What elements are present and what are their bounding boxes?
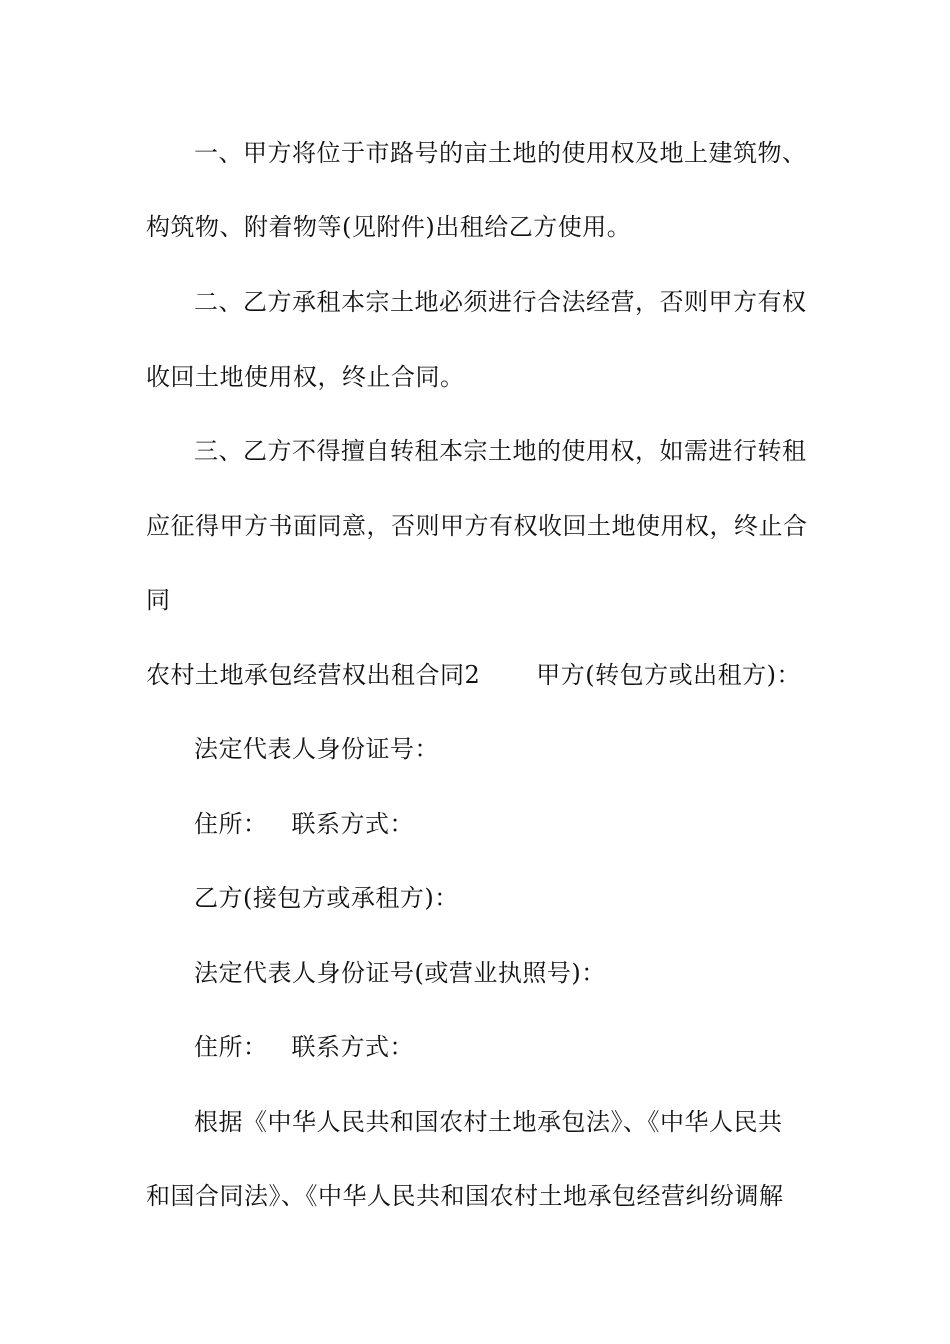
party-a-contact: 联系方式： <box>291 810 414 838</box>
para2-line1: 二、乙方承租本宗土地必须进行合法经营，否则甲方有权 <box>194 288 807 316</box>
para3-line1: 三、乙方不得擅自转租本宗土地的使用权，如需进行转租 <box>194 437 807 465</box>
party-b-address: 住所： <box>194 1033 268 1061</box>
para1-line1: 一、甲方将位于市路号的亩土地的使用权及地上建筑物、 <box>194 139 807 167</box>
party-a-id: 法定代表人身份证号： <box>194 735 439 763</box>
para3-line3: 同 <box>146 586 171 614</box>
party-b-id: 法定代表人身份证号(或营业执照号)： <box>194 959 606 987</box>
para1-line2: 构筑物、附着物等(见附件)出租给乙方使用。 <box>146 213 632 241</box>
party-a-address: 住所： <box>194 810 268 838</box>
basis-line2: 和国合同法》、《中华人民共和国农村土地承包经营纠纷调解 <box>146 1182 784 1210</box>
para2-line2: 收回土地使用权，终止合同。 <box>146 363 465 391</box>
party-a-address-line <box>194 809 864 839</box>
party-a-label: 甲方(转包方或出租方)： <box>536 661 802 689</box>
basis-line1: 根据《中华人民共和国农村土地承包法》、《中华人民共 <box>194 1108 783 1136</box>
party-b-contact: 联系方式： <box>291 1033 414 1061</box>
para3-line2: 应征得甲方书面同意，否则甲方有权收回土地使用权，终止合 <box>146 512 808 540</box>
party-b-address-line <box>194 1032 864 1062</box>
contract2-title: 农村土地承包经营权出租合同2 <box>146 661 481 689</box>
contract2-heading-line <box>146 660 816 690</box>
party-b-label: 乙方(接包方或承租方)： <box>194 884 459 912</box>
